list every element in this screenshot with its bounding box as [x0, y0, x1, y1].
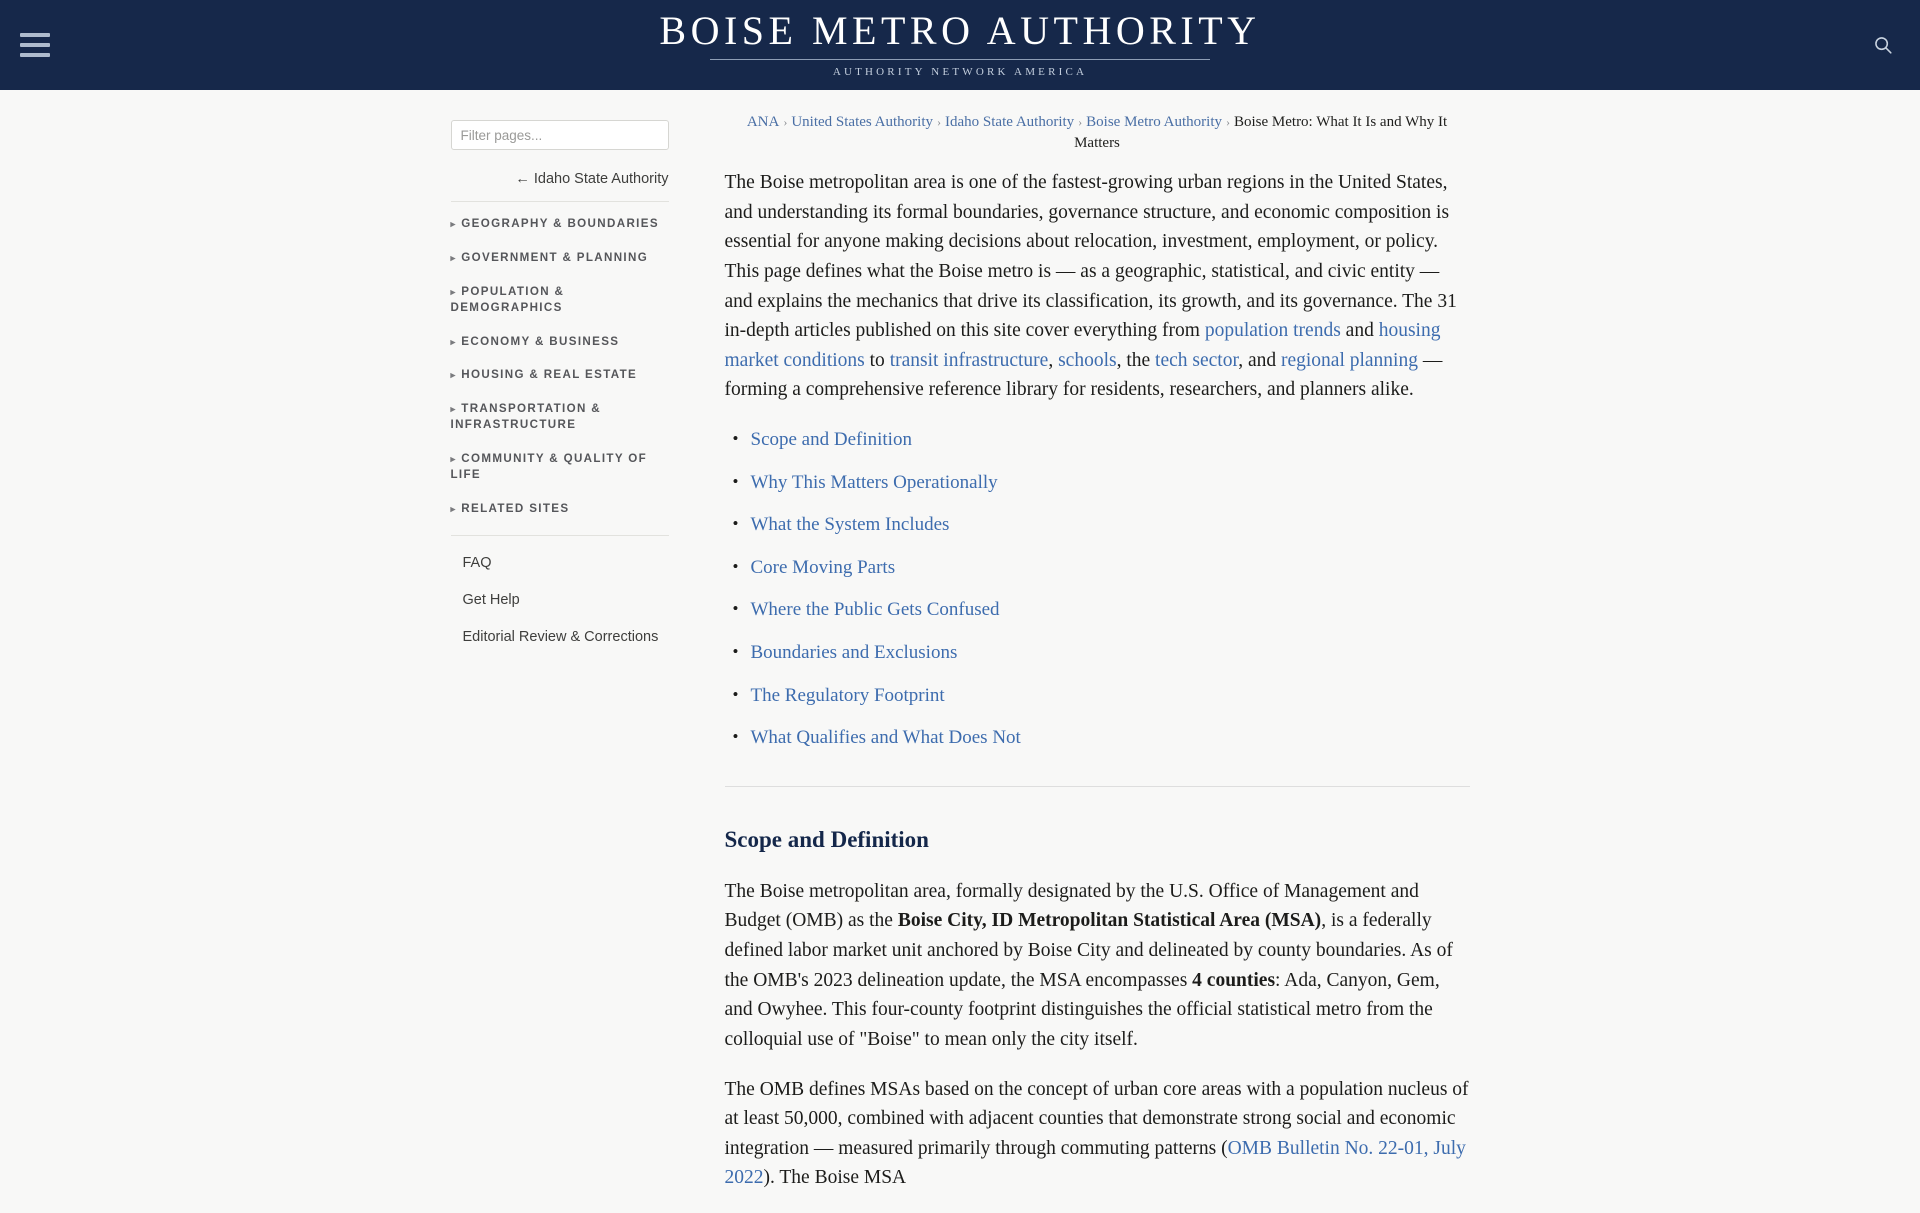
- section-divider-block: [725, 786, 1470, 787]
- sidebar-item-faq[interactable]: FAQ: [462, 554, 492, 571]
- intro-text-part: , the: [1116, 349, 1156, 371]
- triangle-right-icon: ▸: [450, 286, 456, 298]
- sidebar-item-population-demographics[interactable]: [451, 284, 669, 316]
- toc-link-why-this-matters-operationally[interactable]: Why This Matters Operationally: [750, 471, 998, 493]
- link-transit-infrastructure[interactable]: transit infrastructure: [889, 349, 1049, 371]
- section1-text-part: : Ada, Canyon, Gem, and Owyhee. This four-county footprint distinguishes the official statistical metro from the colloquial use of "Boise" to mean only the city itself.: [724, 969, 1440, 1050]
- sidebar-item-economy-business[interactable]: [451, 334, 669, 350]
- triangle-right-icon: ▸: [450, 370, 456, 382]
- section1-paragraph-1: [725, 877, 1470, 1055]
- intro-text-part: , and: [1238, 349, 1281, 371]
- link-housing-market-conditions[interactable]: housing market conditions: [724, 320, 1441, 371]
- breadcrumb-separator: ›: [1078, 115, 1083, 129]
- sidebar-item-government-planning[interactable]: [451, 250, 669, 266]
- link-population-trends[interactable]: population trends: [1204, 320, 1341, 342]
- hamburger-bar: [20, 33, 50, 37]
- intro-text-part: to: [864, 349, 890, 371]
- sidebar-item-label: RELATED SITES: [461, 501, 570, 515]
- hamburger-bar: [20, 53, 50, 57]
- link-regional-planning[interactable]: regional planning: [1280, 349, 1418, 371]
- sidebar-item-label: COMMUNITY & QUALITY OF LIFE: [450, 452, 648, 481]
- table-of-contents: [725, 427, 1470, 752]
- toc-link-the-regulatory-footprint[interactable]: The Regulatory Footprint: [750, 684, 945, 706]
- sidebar-item-get-help[interactable]: Get Help: [462, 591, 520, 608]
- sidebar-item-housing-real-estate[interactable]: [451, 367, 669, 383]
- main-content: [725, 112, 1470, 1213]
- sidebar-item-transportation-infrastructure[interactable]: [451, 401, 669, 433]
- breadcrumb-item-united-states-authority[interactable]: United States Authority: [791, 114, 933, 130]
- list-item: [751, 470, 1470, 497]
- toc-link-what-qualifies-and-what-does-not[interactable]: What Qualifies and What Does Not: [750, 727, 1021, 749]
- site-subtitle: AUTHORITY NETWORK AMERICA: [832, 66, 1088, 78]
- sidebar-item-label: HOUSING & REAL ESTATE: [461, 368, 638, 382]
- toc-link-core-moving-parts[interactable]: Core Moving Parts: [750, 556, 896, 578]
- sidebar-back-link[interactable]: ← Idaho State Authority: [451, 171, 669, 202]
- sidebar-divider: [451, 535, 669, 536]
- intro-text-part: The Boise metropolitan area is one of the fastest-growing urban regions in the United States, and understanding its formal boundaries, governance structure, and economic composition is essential for anyone making decisions about relocation, investment, employment, or policy. This page defines what the Boise metro is — as a geographic, statistical, and civic entity — and explains the mechanics that drive its classification, its growth, and its governance. The 31 in-depth articles published on this site cover everything from: [724, 172, 1457, 342]
- sidebar-item-community-quality-of-life[interactable]: [451, 451, 669, 483]
- breadcrumb: [725, 112, 1470, 154]
- toc-link-what-the-system-includes[interactable]: What the System Includes: [750, 514, 950, 536]
- sidebar-item-label: GEOGRAPHY & BOUNDARIES: [461, 217, 659, 230]
- link-schools[interactable]: schools: [1058, 349, 1117, 371]
- sidebar-utility-list: [451, 554, 669, 648]
- filter-pages-input[interactable]: [451, 120, 669, 150]
- sidebar-item-label: TRANSPORTATION & INFRASTRUCTURE: [450, 402, 601, 432]
- intro-text-part: — forming a comprehensive reference library for residents, researchers, and planners alike.: [724, 349, 1443, 401]
- section1-text-part: ). The Boise MSA: [763, 1167, 907, 1189]
- divider-rule: [725, 786, 1470, 787]
- triangle-right-icon: ▸: [450, 404, 456, 416]
- section1-bold-msa-name: Boise City, ID Metropolitan Statistical Area (MSA): [897, 910, 1322, 932]
- sidebar-item-geography-boundaries[interactable]: [451, 216, 669, 232]
- page-body: [0, 90, 1920, 1213]
- triangle-right-icon: ▸: [450, 454, 456, 465]
- sidebar-category-list: [451, 216, 669, 517]
- intro-text-part: and: [1340, 320, 1379, 342]
- sidebar-item-editorial-review[interactable]: Editorial Review & Corrections: [462, 629, 659, 646]
- breadcrumb-separator: ›: [937, 115, 941, 129]
- sidebar-item-related-sites[interactable]: [451, 501, 669, 517]
- search-icon[interactable]: [1866, 28, 1900, 62]
- triangle-right-icon: ▸: [450, 252, 456, 264]
- hamburger-bar: [20, 43, 50, 47]
- section1-text-part: The Boise metropolitan area, formally designated by the U.S. Office of Management and Budget (OMB) as the: [724, 880, 1419, 932]
- section1-text-part: The OMB defines MSAs based on the concept of urban core areas with a population nucleus of at least 50,000, combined with adjacent counties that demonstrate strong social and economic integration — measured primarily through commuting patterns (: [724, 1078, 1469, 1159]
- site-header: [0, 0, 1920, 90]
- toc-link-where-the-public-gets-confused[interactable]: Where the Public Gets Confused: [750, 599, 1000, 621]
- breadcrumb-item-current: Boise Metro: What It Is and Why It Matters: [1074, 114, 1448, 151]
- sidebar-item-label: GOVERNMENT & PLANNING: [461, 250, 649, 264]
- list-item: [751, 597, 1470, 624]
- triangle-right-icon: ▸: [450, 219, 456, 230]
- triangle-right-icon: ▸: [450, 503, 456, 515]
- breadcrumb-separator: ›: [1225, 115, 1230, 129]
- triangle-right-icon: ▸: [450, 336, 456, 348]
- breadcrumb-item-ana[interactable]: ANA: [746, 114, 780, 130]
- breadcrumb-separator: ›: [783, 115, 788, 129]
- link-omb-bulletin[interactable]: OMB Bulletin No. 22-01, July 2022: [724, 1137, 1466, 1189]
- toc-link-scope-and-definition[interactable]: Scope and Definition: [750, 429, 912, 450]
- sidebar-item-label: ECONOMY & BUSINESS: [461, 334, 620, 348]
- list-item: [751, 512, 1470, 539]
- link-tech-sector[interactable]: tech sector: [1155, 349, 1239, 371]
- section1-paragraph-2: [725, 1075, 1470, 1194]
- site-brand: [659, 10, 1260, 80]
- breadcrumb-item-boise-metro-authority[interactable]: Boise Metro Authority: [1086, 114, 1222, 130]
- section1-text-part: , is a federally defined labor market unit anchored by Boise City and delineated by county boundaries. As of the OMB's 2023 delineation update, the MSA encompasses: [724, 910, 1453, 991]
- breadcrumb-item-idaho-state-authority[interactable]: Idaho State Authority: [945, 114, 1075, 130]
- list-item: [751, 683, 1470, 710]
- intro-paragraph: [725, 168, 1470, 405]
- hamburger-icon[interactable]: [18, 31, 52, 59]
- sidebar: [451, 112, 669, 1213]
- intro-text-part: ,: [1048, 349, 1059, 371]
- list-item: [751, 555, 1470, 582]
- brand-divider: [710, 59, 1210, 60]
- section-heading-scope-and-definition: Scope and Definition: [724, 826, 929, 852]
- toc-link-boundaries-and-exclusions[interactable]: Boundaries and Exclusions: [750, 641, 958, 663]
- list-item: [751, 427, 1470, 454]
- sidebar-item-label: POPULATION & DEMOGRAPHICS: [450, 284, 565, 314]
- site-title: BOISE METRO AUTHORITY: [659, 8, 1261, 53]
- list-item: [751, 725, 1470, 752]
- list-item: [751, 640, 1470, 667]
- section1-bold-county-count: 4 counties: [1192, 969, 1276, 991]
